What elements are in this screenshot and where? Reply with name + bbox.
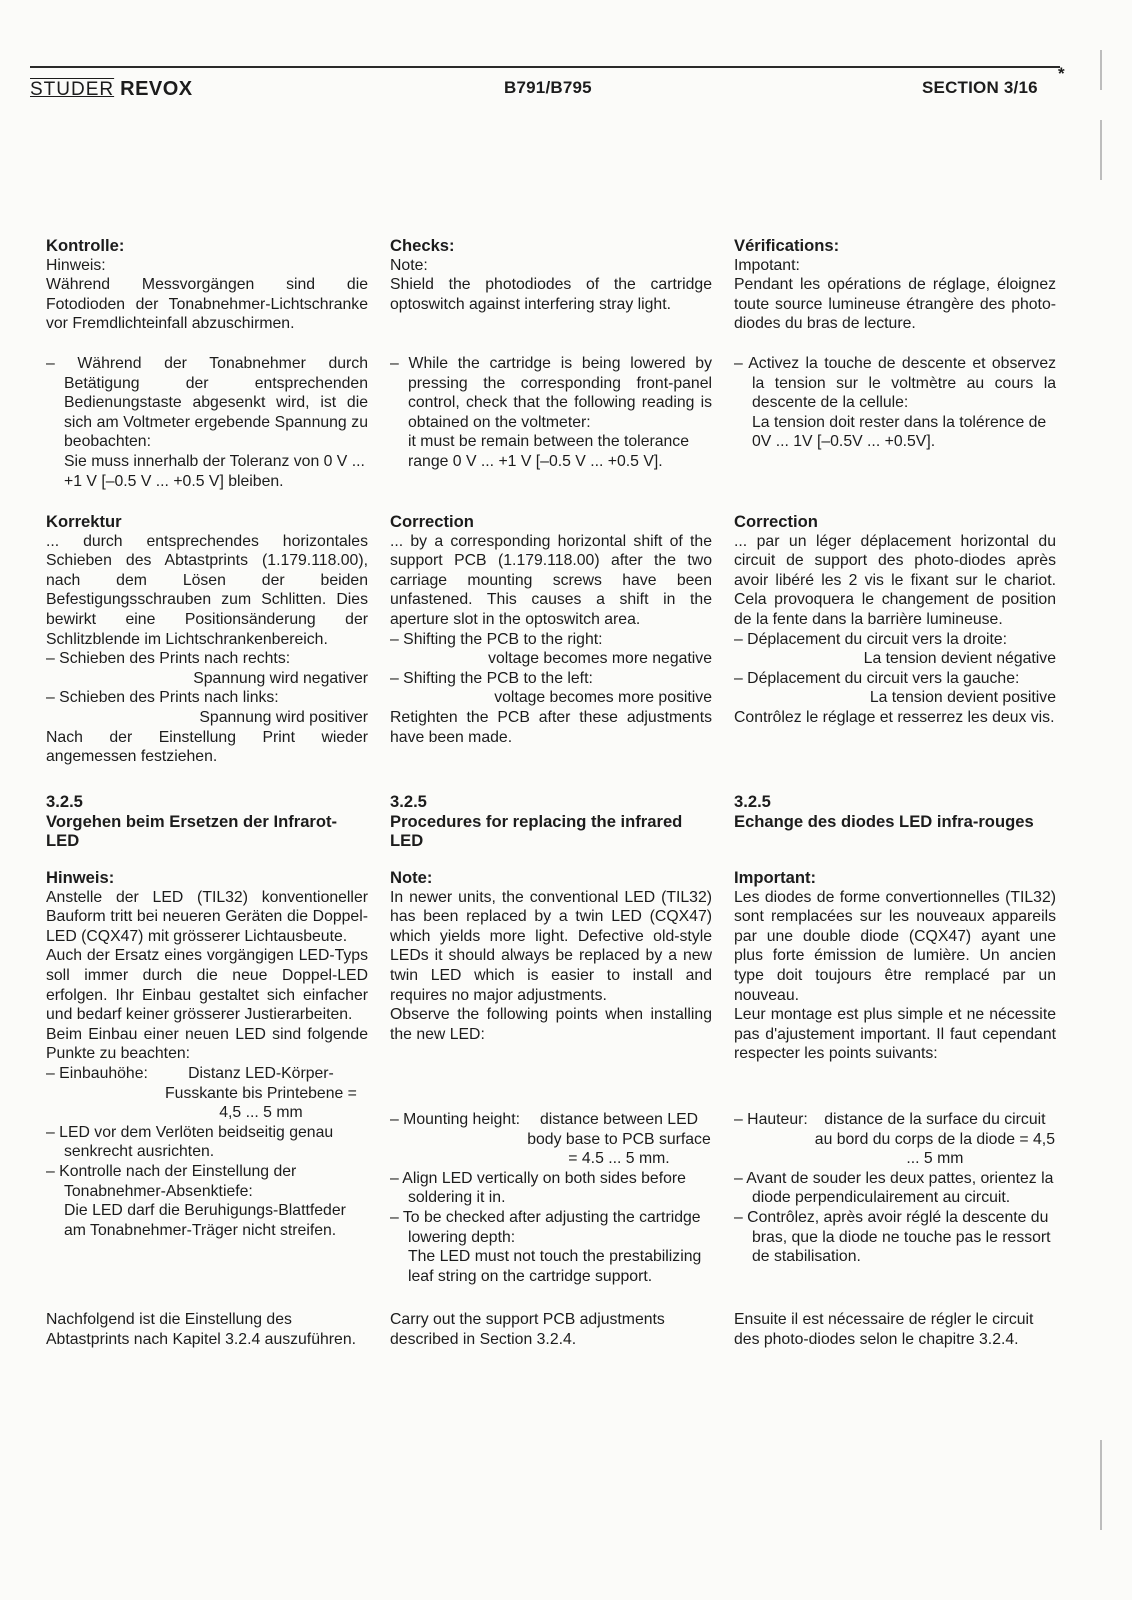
correction-left: – Shifting the PCB to the left:	[390, 669, 593, 687]
checks-note-label: Note:	[390, 256, 428, 274]
checks-block	[390, 236, 712, 314]
list-item-sub: Die LED darf die Beruhigungs-Blattfeder am Tonabnehmer-Träger nicht streifen.	[64, 1202, 346, 1239]
note-paragraph: Observe the following points when installing the new LED:	[390, 1006, 712, 1043]
correction-right-result: La tension devient négative	[863, 650, 1056, 668]
note-block	[734, 868, 1056, 1064]
revox-logo: REVOX	[120, 78, 193, 100]
note-block	[46, 868, 368, 1240]
checks-note-text: Shield the photodiodes of the cartridge optoswitch against interfering stray light.	[390, 276, 712, 313]
mounting-item	[390, 1110, 712, 1169]
section-title: Vorgehen beim Ersetzen der Infrarot-LED	[46, 811, 338, 851]
list-item: – To be checked after adjusting the cartridge lowering depth:	[390, 1208, 701, 1246]
mounting-text: distance between LED body base to PCB surface = 4.5 ... 5 mm.	[527, 1111, 711, 1168]
list-item-sub: The LED must not touch the prestabilizing leaf string on the cartridge support.	[408, 1248, 702, 1285]
note-title: Hinweis:	[46, 868, 115, 887]
checks-block	[734, 236, 1056, 334]
final-text: Nachfolgend ist die Einstellung des Abtastprints nach Kapitel 3.2.4 auszuführen.	[46, 1311, 356, 1348]
section-heading	[46, 792, 368, 851]
header-rule	[30, 66, 1060, 68]
correction-text: ... by a corresponding horizontal shift of the support PCB (1.179.118.00) after the two carriage mounting screws have been unfastened. This causes a shift in the aperture slot in the optoswitch area.	[390, 532, 712, 628]
correction-right: – Schieben des Prints nach rechts:	[46, 650, 291, 668]
mounting-label: – Mounting height:	[390, 1111, 520, 1128]
checks-tolerance: it must be remain between the tolerance range 0 V ... +1 V [–0.5 V ... +0.5 V].	[408, 433, 689, 470]
section-number: 3.2.5	[734, 792, 771, 811]
note-paragraph: Anstelle der LED (TIL32) konventioneller Bauform tritt bei neueren Geräten die Doppel-LED (CQX47) mit grösserer Lichtausbeute.	[46, 888, 368, 945]
list-item: – Align LED vertically on both sides before soldering it in.	[390, 1169, 686, 1207]
correction-left-result: La tension devient positive	[869, 689, 1056, 707]
note-paragraph: Leur montage est plus simple et ne nécessite pas d'ajustement important. Il faut cependant respecter les points suivants:	[734, 1006, 1056, 1063]
final-note	[390, 1310, 712, 1349]
correction-left-result: voltage becomes more positive	[494, 689, 712, 707]
section-number: 3.2.5	[46, 792, 83, 811]
mounting-list	[390, 1110, 712, 1286]
correction-left: – Déplacement du circuit vers la gauche:	[734, 669, 1020, 687]
final-text: Ensuite il est nécessaire de régler le circuit des photo-diodes selon le chapitre 3.2.4.	[734, 1311, 1034, 1348]
correction-right: – Shifting the PCB to the right:	[390, 630, 603, 648]
model-number: B791/B795	[504, 78, 592, 97]
final-note	[734, 1310, 1056, 1349]
checks-title: Vérifications:	[734, 236, 840, 255]
final-note	[46, 1310, 368, 1349]
brand-logo	[30, 78, 193, 101]
scan-edge-mark	[1100, 120, 1102, 180]
checks-procedure	[390, 354, 712, 472]
checks-title: Checks:	[390, 236, 455, 255]
note-title: Note:	[390, 868, 433, 887]
checks-procedure	[734, 354, 1056, 452]
scan-edge-mark	[1100, 50, 1102, 90]
mounting-item	[734, 1110, 1056, 1169]
correction-block	[734, 512, 1056, 728]
checks-title: Kontrolle:	[46, 236, 125, 255]
note-paragraph: In newer units, the conventional LED (TIL32) has been replaced by a twin LED (CQX47) which yields more light. Defective old-style LEDs it should always be replaced by a new twin LED which is easier to install and requires no major adjustments.	[390, 888, 712, 1004]
correction-end: Nach der Einstellung Print wieder angemessen festziehen.	[46, 728, 368, 766]
correction-right: – Déplacement du circuit vers la droite:	[734, 630, 1008, 648]
mounting-text: distance de la surface du circuit au bord du corps de la diode = 4,5 ... 5 mm	[814, 1111, 1055, 1168]
checks-item: – Activez la touche de descente et observez la tension sur le voltmètre au cours la descente de la cellule:	[734, 355, 1056, 412]
scan-edge-mark	[1100, 1440, 1102, 1530]
mounting-text: Distanz LED-Körper-Fusskante bis Printebene = 4,5 ... 5 mm	[165, 1064, 357, 1122]
checks-note-text: Pendant les opérations de réglage, éloignez toute source lumineuse étrangère des photo-diodes du bras de lecture.	[734, 276, 1056, 333]
section-heading	[390, 792, 712, 851]
correction-end: Retighten the PCB after these adjustments have been made.	[390, 708, 712, 746]
list-item: – Kontrolle nach der Einstellung der Tonabnehmer-Absenktiefe:	[46, 1162, 297, 1200]
checks-tolerance: Sie muss innerhalb der Toleranz von 0 V ... +1 V [–0.5 V ... +0.5 V] bleiben.	[64, 452, 365, 490]
correction-title: Correction	[734, 512, 818, 531]
checks-note-label: Hinweis:	[46, 256, 106, 274]
checks-tolerance: La tension doit rester dans la tolérence de 0V ... 1V [–0.5V ... +0.5V].	[752, 413, 1047, 451]
correction-left: – Schieben des Prints nach links:	[46, 689, 279, 707]
correction-text: ... par un léger déplacement horizontal du circuit de support des photo-diodes après avoir libéré les 2 vis le fixant sur le chariot. Cela provoquera le changement de position de la fente dans la barrière lumineuse.	[734, 532, 1056, 628]
list-item: – LED vor dem Verlöten beidseitig genau senkrecht ausrichten.	[46, 1123, 334, 1161]
checks-block	[46, 236, 368, 334]
mounting-label: – Hauteur:	[734, 1111, 808, 1128]
note-paragraph: Beim Einbau einer neuen LED sind folgende Punkte zu beachten:	[46, 1025, 368, 1063]
correction-left-result: Spannung wird positiver	[199, 708, 368, 726]
section-heading	[734, 792, 1056, 831]
section-title: Procedures for replacing the infrared LED	[390, 811, 683, 851]
correction-title: Correction	[390, 512, 474, 531]
list-item: – Avant de souder les deux pattes, orientez la diode perpendiculairement au circuit.	[734, 1169, 1054, 1207]
checks-item: – Während der Tonabnehmer durch Betätigung der entsprechenden Bedienungstaste abgesenkt wird, ist die sich am Voltmeter ergebende Spannung zu beobachten:	[46, 355, 368, 451]
checks-note-label: Impotant:	[734, 256, 800, 274]
correction-title: Korrektur	[46, 512, 122, 531]
correction-block	[46, 512, 368, 767]
note-paragraph: Les diodes de forme convertionnelles (TIL32) sont remplacées sur les nouveaux appareils par une double diode (CQX47) ayant une plus forte émission de lumière. Un ancien type doit toujours être remplacé par un nouveau.	[734, 888, 1056, 1004]
mounting-list	[734, 1110, 1056, 1267]
section-title: Echange des diodes LED infra-rouges	[734, 811, 1034, 831]
correction-end: Contrôlez le réglage et resserrez les deux vis.	[734, 708, 1055, 726]
final-text: Carry out the support PCB adjustments described in Section 3.2.4.	[390, 1311, 665, 1348]
studer-logo: STUDER	[30, 79, 115, 100]
note-title: Important:	[734, 868, 817, 887]
correction-block	[390, 512, 712, 747]
correction-right-result: voltage becomes more negative	[488, 650, 712, 668]
note-paragraph: Auch der Ersatz eines vorgängigen LED-Typs soll immer durch die neue Doppel-LED erfolgen. Ihr Einbau gestaltet sich einfacher und bedarf keiner grösserer Justierarbeiten.	[46, 947, 368, 1024]
mounting-label: – Einbauhöhe:	[46, 1064, 148, 1082]
correction-right-result: Spannung wird negativer	[193, 669, 368, 687]
list-item: – Contrôlez, après avoir réglé la descente du bras, que la diode ne touche pas le ressort de stabilisation.	[734, 1208, 1051, 1266]
checks-note-text: Während Messvorgängen sind die Fotodioden der Tonabnehmer-Lichtschranke vor Fremdlichteinfall abzuschirmen.	[46, 276, 368, 333]
checks-item: – While the cartridge is being lowered by pressing the corresponding front-panel control, check that the following reading is obtained on the voltmeter:	[390, 355, 712, 431]
section-number: SECTION 3/16	[922, 78, 1038, 97]
note-block	[390, 868, 712, 1044]
section-number: 3.2.5	[390, 792, 427, 811]
revision-mark: *	[1058, 64, 1065, 83]
mounting-item	[46, 1064, 368, 1123]
correction-text: ... durch entsprechendes horizontales Schieben des Abtastprints (1.179.118.00), nach dem Lösen der beiden Befestigungsschrauben zum Schlitten. Dies bewirkt eine Positionsänderung der Schlitzblende im Lichtschrankenbereich.	[46, 532, 368, 648]
checks-procedure	[46, 354, 368, 491]
